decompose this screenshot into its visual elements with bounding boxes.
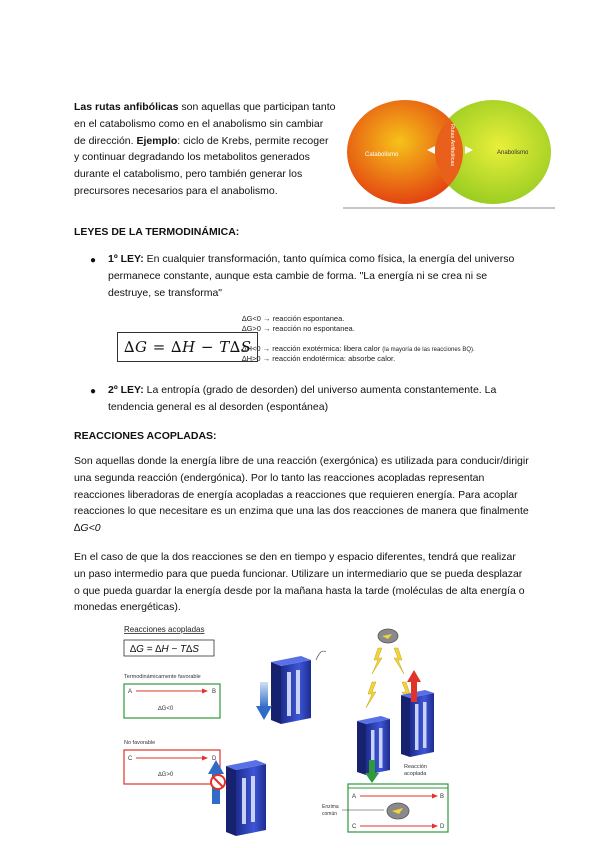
svg-text:∆G>0: ∆G>0 bbox=[158, 772, 174, 778]
svg-text:∆G<0: ∆G<0 bbox=[158, 706, 174, 712]
gibbs-formula: ∆G = ∆H − T∆S bbox=[117, 332, 258, 362]
venn-diagram bbox=[343, 94, 555, 210]
energy-box-receiving bbox=[401, 690, 434, 757]
venn-center-label: Rutas Anfibólicas bbox=[449, 124, 455, 167]
bullet-icon: ● bbox=[90, 386, 97, 397]
favorable-box bbox=[124, 684, 220, 718]
coupled-heading: REACCIONES ACOPLADAS: bbox=[74, 430, 217, 442]
first-law-label: 1º LEY: bbox=[108, 253, 144, 265]
note-dg-neg: ∆G<0 → reacción espontanea. bbox=[242, 314, 345, 323]
figure-formula: ∆G = ∆H − T∆S bbox=[130, 644, 199, 655]
svg-text:C: C bbox=[128, 756, 133, 762]
venn-right-label: Anabolismo bbox=[497, 150, 529, 156]
enzyme-label: Enzima bbox=[322, 804, 339, 810]
venn-left-label: Catabolismo bbox=[365, 152, 399, 158]
bullet-icon: ● bbox=[90, 255, 97, 266]
unfavorable-box bbox=[124, 750, 220, 784]
second-law-label: 2º LEY: bbox=[108, 384, 144, 396]
prohibited-icon bbox=[211, 775, 225, 789]
intro-term: Las rutas anfibólicas bbox=[74, 101, 179, 113]
coupled-paragraph-2: En el caso de que la dos reacciones se den en tiempo y espacio diferentes, tendrá que realizar un paso intermedio para que pueda funcionar. Utilizare un intermediario que se pueda desplazar o que pueda guardar la energía desde por la mañana hasta la tarde (moléculas de alta energía o monedas energéticas). bbox=[74, 551, 525, 614]
svg-text:acoplada: acoplada bbox=[404, 771, 427, 777]
first-law: 1º LEY: En cualquier transformación, tanto química como física, la energía del universo permanece constante, aunque esta cambie de forma. "La energía ni se crea ni se destruye, se transforma" bbox=[108, 253, 515, 299]
energy-box-unfavorable bbox=[226, 760, 266, 836]
note-dh-pos: ∆H>0 → reacción endotérmica: absorbe calor. bbox=[242, 354, 396, 364]
thermo-heading: LEYES DE LA TERMODINÁMICA: bbox=[74, 226, 240, 238]
formula-notes bbox=[242, 314, 542, 365]
intro-paragraph: Las rutas anfibólicas son aquellas que participan tanto en el catabolismo como en el anabolismo sin cambiar de dirección. Ejemplo: ciclo de Krebs, permite recoger y continuar degradando los metabolitos generados durante el catabolismo, pero también generar los precursores necesarios para el anabolismo. bbox=[74, 101, 336, 197]
enzyme-icon bbox=[387, 803, 409, 819]
svg-text:D: D bbox=[212, 756, 217, 762]
energy-box-favorable bbox=[271, 656, 311, 724]
example-label: Ejemplo bbox=[136, 134, 178, 147]
figure-title: Reacciones acopladas bbox=[124, 625, 205, 634]
svg-text:común: común bbox=[322, 811, 338, 817]
svg-text:D: D bbox=[440, 824, 445, 830]
note-dg-pos: ∆G>0 → reacción no espontanea. bbox=[242, 324, 355, 334]
energy-carrier-icon bbox=[378, 629, 398, 643]
coupled-reactions-figure bbox=[116, 620, 466, 842]
final-dg: ∆G<0 bbox=[74, 522, 101, 535]
second-law: 2º LEY: La entropía (grado de desorden) del universo aumenta constantemente. La tendencia general es al desorden (espontánea) bbox=[108, 384, 497, 413]
svg-text:A: A bbox=[128, 689, 133, 695]
reaction-label: Reacción bbox=[404, 764, 427, 770]
svg-text:B: B bbox=[212, 689, 217, 695]
svg-text:B: B bbox=[440, 794, 445, 800]
svg-text:A: A bbox=[352, 794, 357, 800]
unfavorable-label: No favorable bbox=[124, 740, 156, 746]
coupled-paragraph-1: Son aquellas donde la energía libre de una reacción (exergónica) es utilizada para conducir/dirigir una segunda reacción (endergónica). Por lo tanto las reacciones acopladas representan reacciones liberadoras de energía acopladas a reacciones que requieren energía. Para acoplar reacciones lo que necesitare es un enzima que una las dos reacciones de manera que finalmente ∆G<0 bbox=[74, 455, 529, 535]
down-arrow-icon bbox=[256, 682, 272, 720]
svg-text:C: C bbox=[352, 824, 357, 830]
note-dh-neg: ∆H<0 → reacción exotérmica: libera calor (la mayoría de las reacciones BQ). bbox=[242, 344, 475, 354]
favorable-label: Termodinámicamente favorable bbox=[124, 674, 201, 680]
